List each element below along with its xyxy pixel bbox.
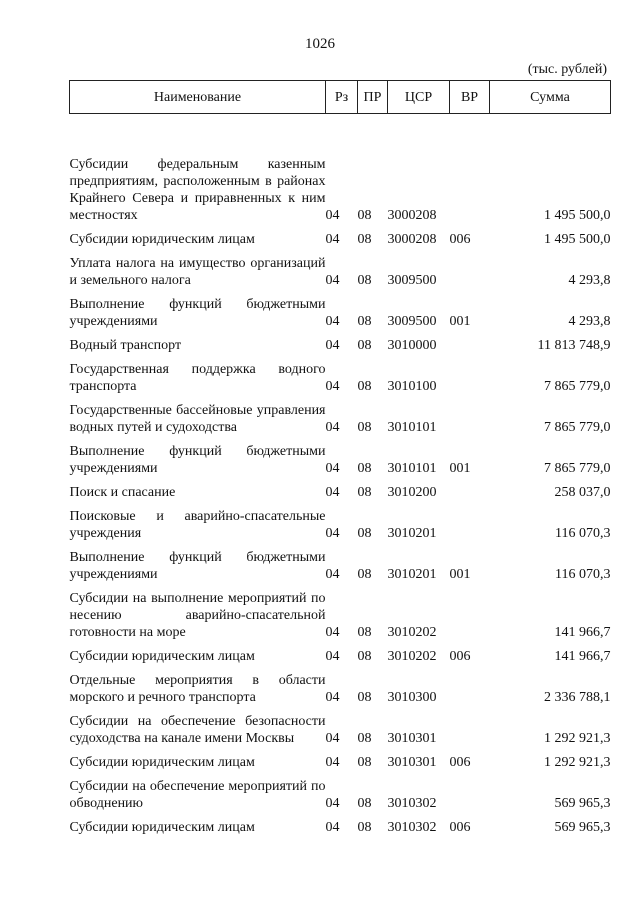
cell-pr: 08 <box>357 379 372 394</box>
cell-vr <box>450 665 490 706</box>
cell-sum: 569 965,3 <box>554 820 611 835</box>
cell-rz: 04 <box>325 314 340 329</box>
cell-name: Государственные бассейновые управления водных путей и судоходства <box>69 403 326 435</box>
table-row <box>70 665 611 706</box>
cell-pr: 08 <box>357 485 372 500</box>
header-rz: Рз <box>326 81 358 114</box>
table-row <box>70 542 611 583</box>
table-row <box>70 114 611 225</box>
table-row <box>70 477 611 501</box>
cell-name: Поисковые и аварийно-спасательные учреждения <box>69 509 326 541</box>
cell-name: Субсидии юридическим лицам <box>69 649 255 664</box>
table-row <box>70 436 611 477</box>
table-row <box>70 771 611 812</box>
cell-vr: 001 <box>449 567 471 582</box>
cell-vr <box>450 771 490 812</box>
cell-vr: 001 <box>449 461 471 476</box>
cell-pr: 08 <box>357 567 372 582</box>
cell-vr: 006 <box>449 232 471 247</box>
cell-csr: 3010302 <box>387 820 437 835</box>
table-row <box>70 224 611 248</box>
header-name: Наименование <box>70 81 326 114</box>
cell-rz: 04 <box>325 690 340 705</box>
cell-name: Водный транспорт <box>69 338 182 353</box>
cell-sum: 2 336 788,1 <box>544 690 611 705</box>
cell-vr <box>450 248 490 289</box>
table-row <box>70 706 611 747</box>
cell-pr: 08 <box>357 625 372 640</box>
cell-name: Субсидии юридическим лицам <box>69 820 255 835</box>
cell-csr: 3010101 <box>387 420 437 435</box>
cell-pr: 08 <box>357 731 372 746</box>
cell-csr: 3010101 <box>387 461 437 476</box>
cell-pr: 08 <box>357 232 372 247</box>
cell-sum: 569 965,3 <box>554 796 611 811</box>
cell-name: Отдельные мероприятия в области морского и речного транспорта <box>69 673 326 705</box>
table-row <box>70 641 611 665</box>
cell-sum: 141 966,7 <box>554 625 611 640</box>
cell-pr: 08 <box>357 208 372 223</box>
cell-csr: 3010301 <box>387 755 437 770</box>
header-csr: ЦСР <box>388 81 450 114</box>
table-row <box>70 501 611 542</box>
table-header-row <box>70 81 611 114</box>
header-pr: ПР <box>358 81 388 114</box>
cell-name: Субсидии на обеспечение мероприятий по обводнению <box>69 779 326 811</box>
cell-rz: 04 <box>325 526 340 541</box>
cell-csr: 3010302 <box>387 796 437 811</box>
cell-rz: 04 <box>325 567 340 582</box>
cell-vr <box>450 330 490 354</box>
cell-vr <box>450 114 490 225</box>
cell-name: Субсидии юридическим лицам <box>69 755 255 770</box>
cell-name: Выполнение функций бюджетными учреждениями <box>69 550 326 582</box>
cell-vr: 006 <box>449 820 471 835</box>
table-row <box>70 747 611 771</box>
cell-sum: 11 813 748,9 <box>537 338 611 353</box>
cell-sum: 4 293,8 <box>568 273 611 288</box>
table-row <box>70 248 611 289</box>
cell-sum: 7 865 779,0 <box>544 461 611 476</box>
table-row <box>70 812 611 836</box>
cell-csr: 3000208 <box>387 208 437 223</box>
cell-csr: 3010000 <box>387 338 437 353</box>
table-body <box>70 114 611 837</box>
cell-csr: 3009500 <box>387 314 437 329</box>
table-row <box>70 395 611 436</box>
cell-vr <box>450 501 490 542</box>
budget-table <box>69 80 611 836</box>
cell-csr: 3010200 <box>387 485 437 500</box>
cell-csr: 3010201 <box>387 526 437 541</box>
table-row <box>70 330 611 354</box>
cell-sum: 1 292 921,3 <box>544 731 611 746</box>
cell-vr <box>450 477 490 501</box>
cell-csr: 3010301 <box>387 731 437 746</box>
cell-rz: 04 <box>325 232 340 247</box>
cell-name: Субсидии на обеспечение безопасности судоходства на канале имени Москвы <box>69 714 326 746</box>
cell-rz: 04 <box>325 338 340 353</box>
cell-name: Субсидии на выполнение мероприятий по несению аварийно-спасательной готовности на море <box>69 591 326 640</box>
cell-vr: 001 <box>449 314 471 329</box>
cell-name: Субсидии юридическим лицам <box>69 232 255 247</box>
cell-pr: 08 <box>357 755 372 770</box>
cell-rz: 04 <box>325 820 340 835</box>
cell-rz: 04 <box>325 273 340 288</box>
cell-sum: 7 865 779,0 <box>544 379 611 394</box>
table-row <box>70 583 611 641</box>
cell-name: Поиск и спасание <box>69 485 176 500</box>
cell-name: Субсидии федеральным казенным предприятиям, расположенным в районах Крайнего Севера и приравненных к ним местностях <box>69 157 326 223</box>
cell-csr: 3000208 <box>387 232 437 247</box>
cell-csr: 3010300 <box>387 690 437 705</box>
cell-sum: 141 966,7 <box>554 649 611 664</box>
cell-csr: 3010202 <box>387 625 437 640</box>
cell-pr: 08 <box>357 314 372 329</box>
cell-rz: 04 <box>325 625 340 640</box>
cell-csr: 3010100 <box>387 379 437 394</box>
cell-pr: 08 <box>357 273 372 288</box>
cell-pr: 08 <box>357 420 372 435</box>
cell-sum: 1 495 500,0 <box>544 232 611 247</box>
cell-csr: 3009500 <box>387 273 437 288</box>
cell-vr: 006 <box>449 755 471 770</box>
units-label: (тыс. рублей) <box>527 62 607 77</box>
page-number: 1026 <box>305 36 335 52</box>
cell-vr: 006 <box>449 649 471 664</box>
cell-sum: 116 070,3 <box>555 567 611 582</box>
cell-name: Государственная поддержка водного транспорта <box>69 362 326 394</box>
cell-rz: 04 <box>325 379 340 394</box>
cell-vr <box>450 354 490 395</box>
cell-name: Выполнение функций бюджетными учреждениями <box>69 444 326 476</box>
cell-rz: 04 <box>325 796 340 811</box>
cell-name: Уплата налога на имущество организаций и земельного налога <box>69 256 326 288</box>
table-row <box>70 289 611 330</box>
cell-pr: 08 <box>357 796 372 811</box>
cell-sum: 4 293,8 <box>568 314 611 329</box>
header-sum: Сумма <box>490 81 611 114</box>
cell-rz: 04 <box>325 485 340 500</box>
cell-rz: 04 <box>325 731 340 746</box>
cell-rz: 04 <box>325 461 340 476</box>
header-vr: ВР <box>450 81 490 114</box>
cell-sum: 258 037,0 <box>554 485 611 500</box>
cell-vr <box>450 395 490 436</box>
cell-pr: 08 <box>357 526 372 541</box>
cell-rz: 04 <box>325 649 340 664</box>
cell-csr: 3010201 <box>387 567 437 582</box>
cell-vr <box>450 706 490 747</box>
cell-vr <box>450 583 490 641</box>
cell-rz: 04 <box>325 208 340 223</box>
cell-sum: 1 495 500,0 <box>544 208 611 223</box>
cell-pr: 08 <box>357 690 372 705</box>
cell-csr: 3010202 <box>387 649 437 664</box>
table-row <box>70 354 611 395</box>
cell-rz: 04 <box>325 755 340 770</box>
cell-pr: 08 <box>357 338 372 353</box>
cell-pr: 08 <box>357 649 372 664</box>
cell-sum: 7 865 779,0 <box>544 420 611 435</box>
cell-pr: 08 <box>357 820 372 835</box>
cell-rz: 04 <box>325 420 340 435</box>
cell-pr: 08 <box>357 461 372 476</box>
cell-sum: 1 292 921,3 <box>544 755 611 770</box>
cell-name: Выполнение функций бюджетными учреждениями <box>69 297 326 329</box>
cell-sum: 116 070,3 <box>555 526 611 541</box>
